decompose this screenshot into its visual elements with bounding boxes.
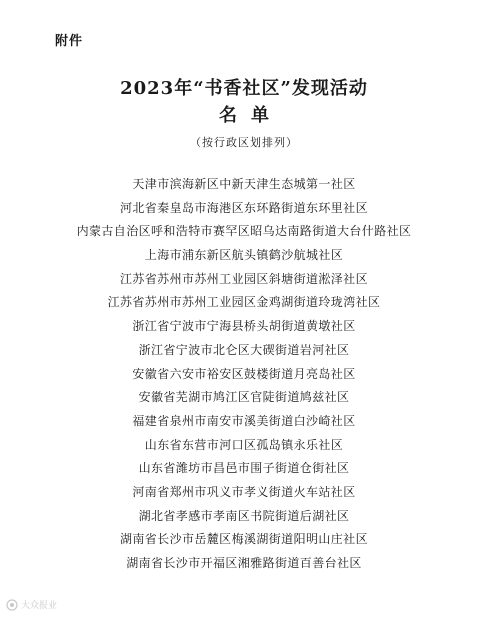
list-item: 湖南省长沙市岳麓区梅溪湖街道阳明山庄社区 [119, 532, 368, 547]
list-item: 安徽省六安市裕安区鼓楼街道月亮岛社区 [132, 366, 356, 381]
document-subtitle: 名单 [219, 105, 283, 126]
list-item: 浙江省宁波市宁海县桥头胡街道黄墩社区 [132, 319, 356, 334]
list-item: 江苏省苏州市苏州工业园区金鸡湖街道玲珑湾社区 [107, 295, 381, 310]
attachment-label: 附件 [55, 34, 84, 49]
list-item: 山东省东营市河口区孤岛镇永乐社区 [144, 437, 344, 452]
list-item: 湖北省孝感市孝南区书院街道后湖社区 [138, 508, 350, 523]
list-item: 山东省潍坊市昌邑市围子街道仓街社区 [138, 461, 350, 476]
list-item: 河南省郑州市巩义市孝义街道火车站社区 [132, 484, 356, 499]
document-title: 2023年“书香社区”发现活动 [120, 78, 368, 99]
list-item: 福建省泉州市南安市溪美街道白沙崎社区 [132, 413, 356, 428]
list-item: 安徽省芜湖市鸠江区官陡街道鸠兹社区 [138, 390, 350, 405]
list-item: 内蒙古自治区呼和浩特市赛罕区昭乌达南路街道大台什路社区 [76, 224, 412, 239]
ordering-note: （按行政区划排列） [190, 136, 298, 149]
list-item: 江苏省苏州市苏州工业园区斜塘街道淞泽社区 [119, 271, 368, 286]
list-item: 上海市浦东新区航头镇鹤沙航城社区 [144, 248, 344, 263]
camera-lens-icon [6, 599, 18, 611]
list-item: 河北省秦皇岛市海港区东环路街道东环里社区 [119, 200, 368, 215]
community-list [0, 173, 488, 576]
list-item: 天津市滨海新区中新天津生态城第一社区 [132, 177, 356, 191]
list-item: 浙江省宁波市北仑区大碶街道岩河社区 [138, 342, 350, 357]
list-item: 湖南省长沙市开福区湘雅路街道百善台社区 [126, 556, 362, 570]
watermark [6, 598, 57, 611]
watermark-text: 大众报业 [21, 601, 58, 611]
